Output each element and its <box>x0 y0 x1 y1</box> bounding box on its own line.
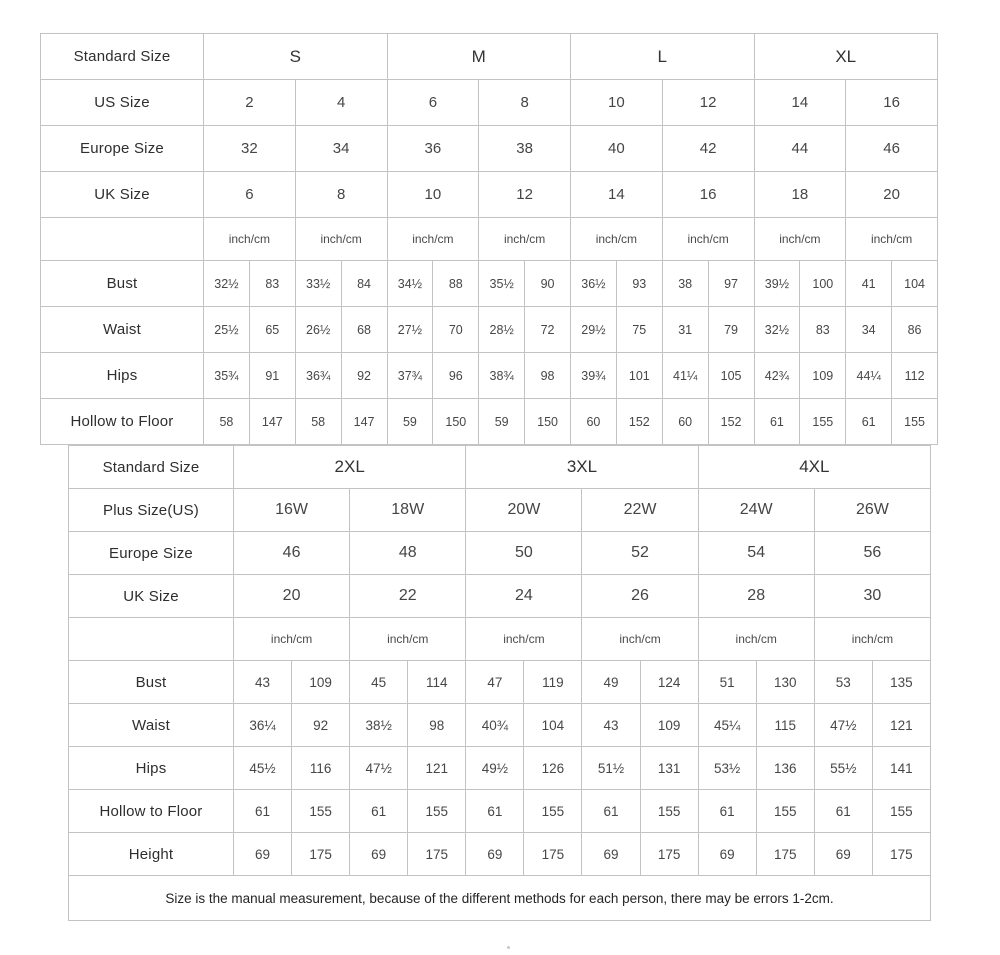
measure-value: 33½ <box>295 261 341 307</box>
measure-value: 86 <box>892 307 938 353</box>
standard-size-table <box>40 33 938 445</box>
note-text: Size is the manual measurement, because of the different methods for each person, there may be errors 1-2cm. <box>69 876 931 921</box>
size-value: 54 <box>698 532 814 575</box>
measure-value: 155 <box>524 790 582 833</box>
size-value: 32 <box>204 126 296 172</box>
measure-value: 40¾ <box>466 704 524 747</box>
measure-value: 45¼ <box>698 704 756 747</box>
measure-value: 84 <box>341 261 387 307</box>
measure-value: 49½ <box>466 747 524 790</box>
unit-label: inch/cm <box>466 618 582 661</box>
measure-row <box>69 747 931 790</box>
measure-value: 147 <box>341 399 387 445</box>
row-label: Hollow to Floor <box>69 790 234 833</box>
measure-value: 42¾ <box>754 353 800 399</box>
measure-row <box>69 790 931 833</box>
unit-label: inch/cm <box>387 218 479 261</box>
size-group-header: 4XL <box>698 446 930 489</box>
measure-value: 45½ <box>234 747 292 790</box>
row-label: US Size <box>41 80 204 126</box>
row-label: Europe Size <box>69 532 234 575</box>
measure-value: 150 <box>433 399 479 445</box>
carousel-dot <box>507 946 510 949</box>
measure-value: 32½ <box>204 261 250 307</box>
measure-value: 58 <box>295 399 341 445</box>
measure-value: 26½ <box>295 307 341 353</box>
size-value: 46 <box>846 126 938 172</box>
size-value: 24 <box>466 575 582 618</box>
measure-value: 41 <box>846 261 892 307</box>
measure-value: 101 <box>616 353 662 399</box>
measure-row <box>41 353 938 399</box>
measure-value: 47½ <box>350 747 408 790</box>
size-header-row <box>41 34 938 80</box>
measure-value: 43 <box>234 661 292 704</box>
unit-label: inch/cm <box>350 618 466 661</box>
measure-value: 121 <box>408 747 466 790</box>
measure-value: 53 <box>814 661 872 704</box>
size-value: 36 <box>387 126 479 172</box>
size-value: 26W <box>814 489 930 532</box>
measure-value: 58 <box>204 399 250 445</box>
size-row <box>41 80 938 126</box>
measure-value: 93 <box>616 261 662 307</box>
measure-value: 51½ <box>582 747 640 790</box>
size-value: 30 <box>814 575 930 618</box>
measure-value: 79 <box>708 307 754 353</box>
measure-value: 69 <box>466 833 524 876</box>
measure-value: 47 <box>466 661 524 704</box>
row-label: Waist <box>41 307 204 353</box>
measure-value: 38½ <box>350 704 408 747</box>
measure-value: 34½ <box>387 261 433 307</box>
row-label: Waist <box>69 704 234 747</box>
size-value: 52 <box>582 532 698 575</box>
table-corner-label: Standard Size <box>41 34 204 80</box>
measure-value: 69 <box>350 833 408 876</box>
measure-value: 105 <box>708 353 754 399</box>
measure-value: 61 <box>350 790 408 833</box>
measure-value: 175 <box>408 833 466 876</box>
size-value: 10 <box>571 80 663 126</box>
size-row <box>69 489 931 532</box>
measure-value: 29½ <box>571 307 617 353</box>
measure-value: 27½ <box>387 307 433 353</box>
measure-value: 69 <box>234 833 292 876</box>
measure-value: 61 <box>698 790 756 833</box>
measure-value: 98 <box>408 704 466 747</box>
measure-value: 47½ <box>814 704 872 747</box>
table-corner-label: Standard Size <box>69 446 234 489</box>
measure-value: 61 <box>582 790 640 833</box>
row-label-empty <box>41 218 204 261</box>
measure-value: 90 <box>525 261 571 307</box>
measure-value: 61 <box>846 399 892 445</box>
measure-value: 28½ <box>479 307 525 353</box>
size-value: 26 <box>582 575 698 618</box>
measure-value: 109 <box>800 353 846 399</box>
measure-value: 61 <box>814 790 872 833</box>
measure-value: 155 <box>872 790 930 833</box>
size-value: 14 <box>571 172 663 218</box>
measure-value: 104 <box>892 261 938 307</box>
measure-value: 59 <box>387 399 433 445</box>
measure-value: 124 <box>640 661 698 704</box>
measure-value: 121 <box>872 704 930 747</box>
measure-value: 88 <box>433 261 479 307</box>
measure-value: 35¾ <box>204 353 250 399</box>
measure-value: 126 <box>524 747 582 790</box>
measure-value: 36½ <box>571 261 617 307</box>
row-label-empty <box>69 618 234 661</box>
measure-value: 61 <box>234 790 292 833</box>
measure-value: 69 <box>582 833 640 876</box>
row-label: Hips <box>69 747 234 790</box>
size-group-header: S <box>204 34 388 80</box>
measure-value: 60 <box>571 399 617 445</box>
measure-value: 49 <box>582 661 640 704</box>
size-value: 8 <box>479 80 571 126</box>
measure-value: 92 <box>341 353 387 399</box>
unit-label: inch/cm <box>479 218 571 261</box>
size-value: 16 <box>662 172 754 218</box>
measure-value: 75 <box>616 307 662 353</box>
measure-value: 59 <box>479 399 525 445</box>
size-value: 2 <box>204 80 296 126</box>
measure-value: 32½ <box>754 307 800 353</box>
size-value: 16W <box>234 489 350 532</box>
note-row <box>69 876 931 921</box>
measure-value: 131 <box>640 747 698 790</box>
row-label: UK Size <box>41 172 204 218</box>
measure-value: 112 <box>892 353 938 399</box>
measure-value: 31 <box>662 307 708 353</box>
row-label: Hips <box>41 353 204 399</box>
measure-value: 45 <box>350 661 408 704</box>
size-value: 24W <box>698 489 814 532</box>
measure-value: 152 <box>616 399 662 445</box>
measure-value: 175 <box>524 833 582 876</box>
measure-value: 100 <box>800 261 846 307</box>
row-label: Plus Size(US) <box>69 489 234 532</box>
size-value: 38 <box>479 126 571 172</box>
unit-row <box>41 218 938 261</box>
measure-value: 155 <box>800 399 846 445</box>
measure-value: 65 <box>249 307 295 353</box>
measure-value: 155 <box>756 790 814 833</box>
size-group-header: M <box>387 34 571 80</box>
measure-value: 61 <box>466 790 524 833</box>
measure-row <box>69 661 931 704</box>
size-value: 40 <box>571 126 663 172</box>
row-label: Height <box>69 833 234 876</box>
size-value: 56 <box>814 532 930 575</box>
size-value: 28 <box>698 575 814 618</box>
measure-value: 38¾ <box>479 353 525 399</box>
measure-value: 44¼ <box>846 353 892 399</box>
measure-value: 72 <box>525 307 571 353</box>
size-value: 20 <box>846 172 938 218</box>
measure-value: 155 <box>640 790 698 833</box>
measure-row <box>69 833 931 876</box>
unit-label: inch/cm <box>204 218 296 261</box>
measure-value: 97 <box>708 261 754 307</box>
size-value: 42 <box>662 126 754 172</box>
measure-value: 36¾ <box>295 353 341 399</box>
unit-label: inch/cm <box>662 218 754 261</box>
measure-value: 119 <box>524 661 582 704</box>
row-label: UK Size <box>69 575 234 618</box>
size-value: 44 <box>754 126 846 172</box>
size-value: 12 <box>662 80 754 126</box>
measure-value: 36¼ <box>234 704 292 747</box>
unit-row <box>69 618 931 661</box>
measure-value: 96 <box>433 353 479 399</box>
measure-value: 55½ <box>814 747 872 790</box>
measure-value: 60 <box>662 399 708 445</box>
measure-value: 68 <box>341 307 387 353</box>
measure-value: 152 <box>708 399 754 445</box>
size-value: 4 <box>295 80 387 126</box>
measure-value: 37¾ <box>387 353 433 399</box>
measure-value: 83 <box>800 307 846 353</box>
unit-label: inch/cm <box>571 218 663 261</box>
measure-value: 155 <box>892 399 938 445</box>
measure-value: 141 <box>872 747 930 790</box>
size-value: 20 <box>234 575 350 618</box>
measure-value: 25½ <box>204 307 250 353</box>
measure-value: 175 <box>640 833 698 876</box>
unit-label: inch/cm <box>814 618 930 661</box>
measure-value: 114 <box>408 661 466 704</box>
size-value: 14 <box>754 80 846 126</box>
size-group-header: 3XL <box>466 446 698 489</box>
size-value: 22 <box>350 575 466 618</box>
size-header-row <box>69 446 931 489</box>
measure-value: 135 <box>872 661 930 704</box>
measure-value: 61 <box>754 399 800 445</box>
measure-value: 69 <box>698 833 756 876</box>
unit-label: inch/cm <box>234 618 350 661</box>
measure-row <box>41 261 938 307</box>
measure-value: 43 <box>582 704 640 747</box>
size-value: 18 <box>754 172 846 218</box>
measure-value: 41¼ <box>662 353 708 399</box>
measure-value: 69 <box>814 833 872 876</box>
measure-row <box>69 704 931 747</box>
measure-value: 35½ <box>479 261 525 307</box>
size-group-header: 2XL <box>234 446 466 489</box>
size-value: 10 <box>387 172 479 218</box>
measure-value: 98 <box>525 353 571 399</box>
measure-value: 175 <box>292 833 350 876</box>
plus-size-table-body <box>69 446 931 921</box>
size-row <box>69 532 931 575</box>
unit-label: inch/cm <box>846 218 938 261</box>
size-value: 48 <box>350 532 466 575</box>
size-value: 22W <box>582 489 698 532</box>
unit-label: inch/cm <box>295 218 387 261</box>
measure-value: 70 <box>433 307 479 353</box>
size-row <box>69 575 931 618</box>
size-value: 50 <box>466 532 582 575</box>
size-value: 34 <box>295 126 387 172</box>
measure-value: 92 <box>292 704 350 747</box>
measure-value: 115 <box>756 704 814 747</box>
size-group-header: L <box>571 34 755 80</box>
size-value: 12 <box>479 172 571 218</box>
measure-value: 91 <box>249 353 295 399</box>
measure-value: 39½ <box>754 261 800 307</box>
row-label: Bust <box>69 661 234 704</box>
size-value: 6 <box>387 80 479 126</box>
plus-size-table <box>68 445 931 921</box>
measure-value: 53½ <box>698 747 756 790</box>
measure-value: 175 <box>756 833 814 876</box>
measure-value: 130 <box>756 661 814 704</box>
measure-value: 147 <box>249 399 295 445</box>
row-label: Bust <box>41 261 204 307</box>
measure-value: 175 <box>872 833 930 876</box>
measure-value: 155 <box>408 790 466 833</box>
measure-value: 104 <box>524 704 582 747</box>
row-label: Europe Size <box>41 126 204 172</box>
row-label: Hollow to Floor <box>41 399 204 445</box>
unit-label: inch/cm <box>698 618 814 661</box>
measure-row <box>41 399 938 445</box>
measure-row <box>41 307 938 353</box>
measure-value: 34 <box>846 307 892 353</box>
size-value: 46 <box>234 532 350 575</box>
measure-value: 150 <box>525 399 571 445</box>
measure-value: 109 <box>640 704 698 747</box>
measure-value: 83 <box>249 261 295 307</box>
measure-value: 38 <box>662 261 708 307</box>
unit-label: inch/cm <box>582 618 698 661</box>
measure-value: 39¾ <box>571 353 617 399</box>
size-group-header: XL <box>754 34 938 80</box>
size-value: 16 <box>846 80 938 126</box>
measure-value: 116 <box>292 747 350 790</box>
size-value: 20W <box>466 489 582 532</box>
unit-label: inch/cm <box>754 218 846 261</box>
size-value: 6 <box>204 172 296 218</box>
size-row <box>41 126 938 172</box>
measure-value: 51 <box>698 661 756 704</box>
measure-value: 155 <box>292 790 350 833</box>
size-value: 18W <box>350 489 466 532</box>
measure-value: 136 <box>756 747 814 790</box>
standard-size-table-body <box>41 34 938 445</box>
size-row <box>41 172 938 218</box>
measure-value: 109 <box>292 661 350 704</box>
size-value: 8 <box>295 172 387 218</box>
